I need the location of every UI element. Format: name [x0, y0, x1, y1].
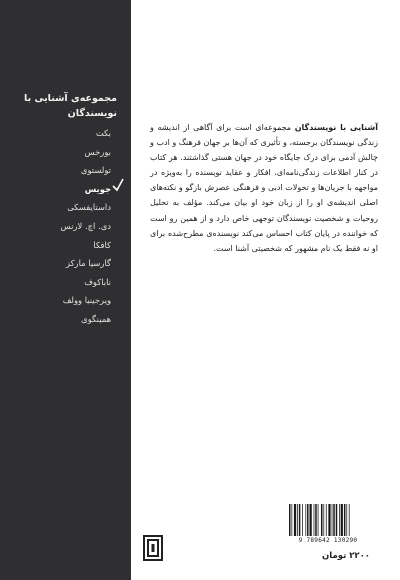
- barcode-bar: [332, 504, 333, 536]
- description-paragraph: [150, 120, 378, 256]
- author-item: [11, 217, 111, 236]
- author-name: ویرجینیا وولف: [62, 295, 111, 306]
- author-item: [11, 180, 111, 199]
- author-item: [11, 236, 111, 255]
- author-item: [11, 198, 111, 217]
- barcode-bar: [339, 504, 340, 536]
- barcode-bar: [336, 504, 338, 536]
- author-name: همینگوی: [81, 313, 111, 324]
- barcode-bar: [326, 504, 327, 536]
- barcode-bar: [299, 504, 301, 536]
- author-item: [11, 161, 111, 180]
- author-name: بکت: [95, 128, 111, 138]
- author-item: [11, 254, 111, 273]
- author-item: [11, 291, 111, 310]
- series-sidebar: [0, 0, 131, 580]
- barcode-bar: [333, 504, 335, 536]
- barcode-bar: [328, 504, 330, 536]
- author-list: [11, 124, 111, 329]
- publisher-logo-icon: [142, 534, 164, 562]
- barcode-bar: [291, 504, 292, 536]
- barcode-bar: [289, 504, 291, 536]
- series-title: مجموعه‌ی آشنایی با نویسندگان: [24, 93, 117, 119]
- description-body: مجموعه‌ای است برای آگاهی از اندیشه و زندگی نویسندگان برجسته، و تأثیری که آن‌ها بر جهان فرهنگ و ادب و چالش آدمی برای درک جایگاه خود در جهان هستی گذاشتند. هر کتاب در کنار اطلاعات زندگی‌نامه‌ای، افکار و عقاید نویسنده را به‌ویژه در مواجهه با جریان‌ها و تحولات ادبی و فرهنگی عصرش بازگو و نکته‌های اصلی اندیشه‌ی او را از زبان خود او بیان می‌کند. مؤلف به تحلیل روحیات و شخصیت نویسندگان توجهی خاص دارد و از همین رو است که خواننده در پایان کتاب احساس می‌کند نویسنده‌ی مطرح‌شده برای او نه فقط یک نام مشهور که شخصیتی آشنا است.: [150, 123, 378, 253]
- barcode-bar: [305, 504, 306, 536]
- author-name: جویس: [84, 183, 111, 194]
- barcode-bar: [294, 504, 296, 536]
- barcode-bar: [341, 504, 343, 536]
- barcode-bar: [307, 504, 309, 536]
- barcode-bar: [297, 504, 298, 536]
- barcode-bar: [315, 504, 317, 536]
- barcode-bar: [349, 504, 350, 536]
- barcode-bar: [318, 504, 319, 536]
- author-name: دی. اچ. لارنس: [60, 220, 111, 231]
- barcode-bar: [321, 504, 323, 536]
- description-lead: آشنایی با نویسندگان: [294, 123, 378, 132]
- barcode-bar: [310, 504, 312, 536]
- description: [150, 120, 378, 256]
- barcode-bar: [346, 504, 347, 536]
- author-item: [11, 124, 111, 143]
- author-item: [11, 310, 111, 329]
- author-name: گارسیا مارکز: [65, 258, 111, 269]
- isbn-digits: 9 789642 130290: [287, 537, 369, 544]
- barcode-bar: [314, 504, 315, 536]
- author-item: [11, 273, 111, 292]
- author-item: [11, 143, 111, 162]
- barcode-bar: [344, 504, 346, 536]
- author-name: داستایفسکی: [67, 202, 111, 213]
- author-name: بورخس: [84, 146, 111, 157]
- author-name: کافکا: [93, 239, 111, 250]
- barcode-bar: [323, 504, 324, 536]
- check-icon: [112, 177, 124, 193]
- author-name: ناباکوف: [84, 276, 111, 287]
- barcode-bars-icon: [287, 503, 369, 537]
- price-label: ۲۲۰۰ تومان: [322, 551, 370, 561]
- barcode-bar: [302, 504, 303, 536]
- author-name: تولستوی: [80, 165, 111, 176]
